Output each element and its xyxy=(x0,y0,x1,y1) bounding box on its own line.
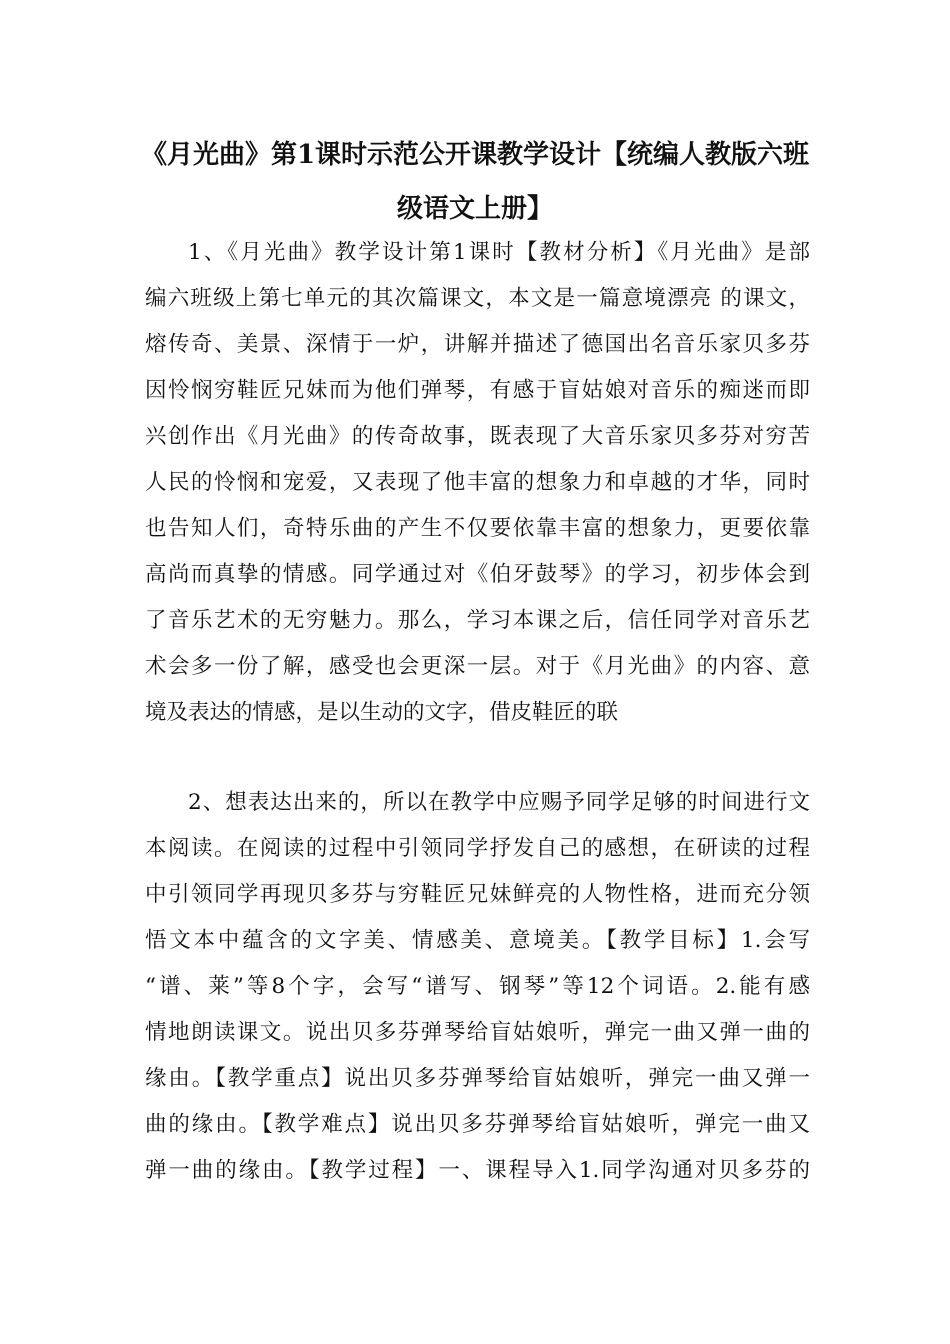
paragraph-1-line: 术会多一份了解，感受也会更深一层。对于《月光曲》的内容、意 xyxy=(145,654,810,679)
paragraph-1-line: 高尚而真挚的情感。同学通过对《伯牙鼓琴》的学习，初步体会到 xyxy=(145,562,810,587)
paragraph-2-line: 2、想表达出来的，所以在教学中应赐予同学足够的时间进行文 xyxy=(188,790,810,815)
document-title-line-2: 级语文上册】 xyxy=(396,194,553,224)
paragraph-1-line: 人民的怜悯和宠爱，又表现了他丰富的想象力和卓越的才华，同时 xyxy=(145,470,810,495)
paragraph-1-line: 了音乐艺术的无穷魅力。那么，学习本课之后，信任同学对音乐艺 xyxy=(145,608,810,633)
paragraph-2-line: 中引领同学再现贝多芬与穷鞋匠兄妹鲜亮的人物性格，进而充分领 xyxy=(145,882,810,907)
paragraph-1-line: 兴创作出《月光曲》的传奇故事，既表现了大音乐家贝多芬对穷苦 xyxy=(145,424,810,449)
paragraph-2-line: 曲的缘由。【教学难点】说出贝多芬弹琴给盲姑娘听，弹完一曲又 xyxy=(145,1112,810,1137)
paragraph-2-line: 缘由。【教学重点】说出贝多芬弹琴给盲姑娘听，弹完一曲又弹一 xyxy=(145,1066,810,1091)
paragraph-2-line: 弹一曲的缘由。【教学过程】一、课程导入1.同学沟通对贝多芬的 xyxy=(145,1158,810,1183)
paragraph-2-line: 情地朗读课文。说出贝多芬弹琴给盲姑娘听，弹完一曲又弹一曲的 xyxy=(145,1020,810,1045)
paragraph-1-line: 境及表达的情感，是以生动的文字，借皮鞋匠的联 xyxy=(145,700,619,725)
paragraph-1-line: 熔传奇、美景、深情于一炉，讲解并描述了德国出名音乐家贝多芬 xyxy=(145,332,810,357)
paragraph-2-line: “谱、莱”等8个字，会写“谱写、钢琴”等12个词语。2.能有感 xyxy=(145,974,810,999)
paragraph-1-line: 因怜悯穷鞋匠兄妹而为他们弹琴，有感于盲姑娘对音乐的痴迷而即 xyxy=(145,378,810,403)
paragraph-2-line: 悟文本中蕴含的文字美、情感美、意境美。【教学目标】1.会写 xyxy=(145,928,810,953)
paragraph-2-line: 本阅读。在阅读的过程中引领同学抒发自己的感想，在研读的过程 xyxy=(145,836,810,861)
document-title-line-1: 《月光曲》第1课时示范公开课教学设计【统编人教版六班 xyxy=(140,140,810,170)
paragraph-1-line: 编六班级上第七单元的其次篇课文，本文是一篇意境漂亮 的课文， xyxy=(145,286,810,311)
paragraph-1-line: 1、《月光曲》教学设计第1课时【教材分析】《月光曲》是部 xyxy=(188,240,810,265)
paragraph-1-line: 也告知人们，奇特乐曲的产生不仅要依靠丰富的想象力，更要依靠 xyxy=(145,516,810,541)
